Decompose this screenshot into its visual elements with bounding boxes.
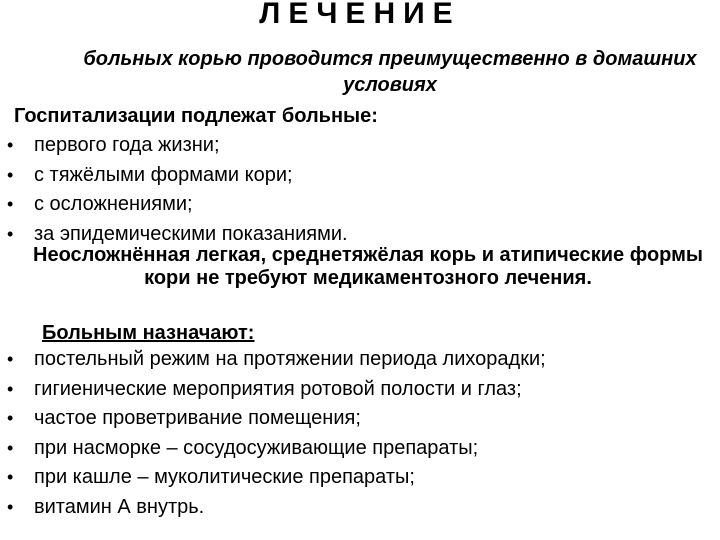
bullet-icon: • — [7, 437, 14, 458]
list-item — [0, 434, 546, 464]
bullet-icon: • — [7, 378, 14, 399]
bullet-icon: • — [7, 164, 14, 185]
list-item — [0, 404, 546, 434]
intro-text: больных корью проводится преимущественно в домашних условиях — [83, 48, 697, 96]
list-item — [0, 131, 348, 161]
bullet-icon: • — [7, 496, 14, 517]
bullet-icon: • — [7, 194, 14, 214]
bullet-icon: • — [7, 349, 14, 369]
prescriptions-list — [0, 345, 546, 522]
hospitalization-list — [0, 131, 348, 249]
list-item-text: при кашле – муколитические препараты; — [34, 466, 415, 488]
list-item-text: с осложнениями; — [34, 193, 193, 215]
list-item-text: гигиенические мероприятия ротовой полости и глаз; — [34, 377, 522, 400]
list-item — [0, 161, 348, 191]
list-item — [0, 463, 546, 493]
list-item-text: за эпидемическими показаниями. — [34, 222, 348, 245]
list-item-text: витамин А внутрь. — [34, 495, 205, 518]
list-item-text: с тяжёлыми формами кори; — [34, 163, 293, 186]
hospitalization-heading: Госпитализации подлежат больные: — [14, 105, 378, 127]
bullet-icon: • — [7, 408, 14, 428]
list-item — [0, 190, 348, 220]
bullet-icon: • — [7, 467, 14, 487]
list-item-text: первого года жизни; — [34, 134, 220, 156]
list-item-text: частое проветривание помещения; — [34, 407, 361, 429]
list-item — [0, 375, 546, 405]
bullet-icon: • — [7, 223, 14, 244]
list-item-text: постельный режим на протяжении периода лихорадки; — [34, 348, 546, 370]
list-item-text: при насморке – сосудосуживающие препараты; — [34, 436, 479, 459]
prescriptions-heading: Больным назначают: — [42, 322, 255, 344]
list-item — [0, 493, 546, 523]
bullet-icon: • — [7, 135, 14, 155]
list-item — [0, 345, 546, 375]
page-title: ЛЕЧЕНИЕ — [259, 0, 461, 28]
treatment-note: Неосложнённая легкая, среднетяжёлая корь и атипические формы кори не требуют медикаментозного лечения. — [33, 244, 703, 289]
